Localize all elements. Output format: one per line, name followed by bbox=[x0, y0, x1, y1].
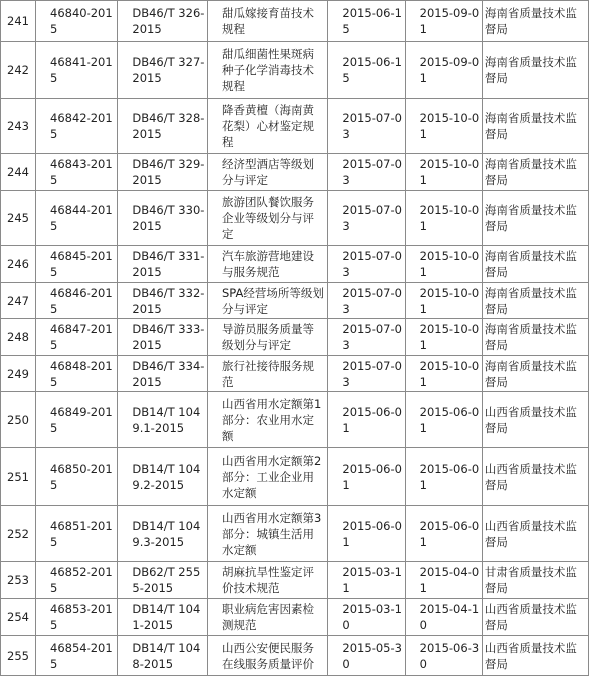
publish-date: 2015-07-03 bbox=[328, 191, 405, 246]
table-row bbox=[1, 1, 589, 42]
table-row bbox=[1, 319, 589, 356]
publish-date: 2015-07-03 bbox=[328, 99, 405, 154]
standard-code: DB46/T 329-2015 bbox=[118, 154, 208, 191]
row-index: 250 bbox=[1, 392, 36, 448]
row-index: 251 bbox=[1, 448, 36, 506]
publish-date: 2015-06-01 bbox=[328, 506, 405, 562]
standard-code: DB46/T 332-2015 bbox=[118, 283, 208, 319]
table-row bbox=[1, 283, 589, 319]
effective-date: 2015-04-01 bbox=[405, 562, 482, 599]
issuing-authority: 山西省质量技术监督局 bbox=[482, 448, 588, 506]
table-row bbox=[1, 448, 589, 506]
record-number: 46852-2015 bbox=[36, 562, 118, 599]
publish-date: 2015-03-10 bbox=[328, 599, 405, 636]
table-row bbox=[1, 392, 589, 448]
standard-code: DB46/T 331-2015 bbox=[118, 246, 208, 283]
row-index: 241 bbox=[1, 1, 36, 42]
effective-date: 2015-10-01 bbox=[405, 154, 482, 191]
row-index: 246 bbox=[1, 246, 36, 283]
row-index: 249 bbox=[1, 356, 36, 392]
standard-code: DB62/T 2555-2015 bbox=[118, 562, 208, 599]
publish-date: 2015-03-11 bbox=[328, 562, 405, 599]
standard-code: DB46/T 330-2015 bbox=[118, 191, 208, 246]
table-row bbox=[1, 356, 589, 392]
publish-date: 2015-06-15 bbox=[328, 42, 405, 99]
effective-date: 2015-10-01 bbox=[405, 99, 482, 154]
standard-code: DB46/T 328-2015 bbox=[118, 99, 208, 154]
record-number: 46848-2015 bbox=[36, 356, 118, 392]
effective-date: 2015-06-01 bbox=[405, 448, 482, 506]
effective-date: 2015-10-01 bbox=[405, 319, 482, 356]
effective-date: 2015-04-10 bbox=[405, 599, 482, 636]
standard-name: 降香黄檀（海南黄花梨）心材鉴定规程 bbox=[207, 99, 327, 154]
standard-name: 职业病危害因素检测规范 bbox=[207, 599, 327, 636]
standard-name: 山西省用水定额第2部分：工业企业用水定额 bbox=[207, 448, 327, 506]
standard-code: DB14/T 1049.3-2015 bbox=[118, 506, 208, 562]
standard-code: DB14/T 1049.2-2015 bbox=[118, 448, 208, 506]
row-index: 252 bbox=[1, 506, 36, 562]
record-number: 46853-2015 bbox=[36, 599, 118, 636]
publish-date: 2015-07-03 bbox=[328, 283, 405, 319]
table-row bbox=[1, 42, 589, 99]
record-number: 46841-2015 bbox=[36, 42, 118, 99]
row-index: 245 bbox=[1, 191, 36, 246]
standard-code: DB46/T 333-2015 bbox=[118, 319, 208, 356]
standard-code: DB14/T 1048-2015 bbox=[118, 636, 208, 676]
issuing-authority: 海南省质量技术监督局 bbox=[482, 154, 588, 191]
row-index: 254 bbox=[1, 599, 36, 636]
standard-code: DB46/T 326-2015 bbox=[118, 1, 208, 42]
table-row bbox=[1, 191, 589, 246]
standard-name: SPA经营场所等级划分与评定 bbox=[207, 283, 327, 319]
row-index: 255 bbox=[1, 636, 36, 676]
record-number: 46842-2015 bbox=[36, 99, 118, 154]
issuing-authority: 海南省质量技术监督局 bbox=[482, 99, 588, 154]
standard-name: 山西省用水定额第1部分：农业用水定额 bbox=[207, 392, 327, 448]
publish-date: 2015-06-01 bbox=[328, 392, 405, 448]
publish-date: 2015-07-03 bbox=[328, 154, 405, 191]
table-row bbox=[1, 506, 589, 562]
row-index: 243 bbox=[1, 99, 36, 154]
issuing-authority: 海南省质量技术监督局 bbox=[482, 356, 588, 392]
effective-date: 2015-09-01 bbox=[405, 42, 482, 99]
issuing-authority: 海南省质量技术监督局 bbox=[482, 191, 588, 246]
record-number: 46844-2015 bbox=[36, 191, 118, 246]
effective-date: 2015-10-01 bbox=[405, 283, 482, 319]
record-number: 46850-2015 bbox=[36, 448, 118, 506]
record-number: 46846-2015 bbox=[36, 283, 118, 319]
standard-name: 胡麻抗旱性鉴定评价技术规范 bbox=[207, 562, 327, 599]
table-row bbox=[1, 562, 589, 599]
standard-name: 汽车旅游营地建设与服务规范 bbox=[207, 246, 327, 283]
record-number: 46847-2015 bbox=[36, 319, 118, 356]
standard-code: DB14/T 1049.1-2015 bbox=[118, 392, 208, 448]
effective-date: 2015-06-30 bbox=[405, 636, 482, 676]
issuing-authority: 海南省质量技术监督局 bbox=[482, 1, 588, 42]
standard-code: DB46/T 334-2015 bbox=[118, 356, 208, 392]
standard-name: 山西公安便民服务在线服务质量评价 bbox=[207, 636, 327, 676]
record-number: 46840-2015 bbox=[36, 1, 118, 42]
standard-name: 旅游团队餐饮服务企业等级划分与评定 bbox=[207, 191, 327, 246]
table-row bbox=[1, 636, 589, 676]
standard-name: 甜瓜嫁接育苗技术规程 bbox=[207, 1, 327, 42]
publish-date: 2015-07-03 bbox=[328, 319, 405, 356]
row-index: 248 bbox=[1, 319, 36, 356]
table-row bbox=[1, 246, 589, 283]
publish-date: 2015-06-01 bbox=[328, 448, 405, 506]
standard-code: DB46/T 327-2015 bbox=[118, 42, 208, 99]
issuing-authority: 海南省质量技术监督局 bbox=[482, 246, 588, 283]
standard-name: 甜瓜细菌性果斑病种子化学消毒技术规程 bbox=[207, 42, 327, 99]
standard-name: 山西省用水定额第3部分：城镇生活用水定额 bbox=[207, 506, 327, 562]
issuing-authority: 海南省质量技术监督局 bbox=[482, 283, 588, 319]
record-number: 46843-2015 bbox=[36, 154, 118, 191]
record-number: 46851-2015 bbox=[36, 506, 118, 562]
publish-date: 2015-07-03 bbox=[328, 246, 405, 283]
standard-name: 经济型酒店等级划分与评定 bbox=[207, 154, 327, 191]
issuing-authority: 山西省质量技术监督局 bbox=[482, 506, 588, 562]
table-row bbox=[1, 154, 589, 191]
row-index: 253 bbox=[1, 562, 36, 599]
record-number: 46845-2015 bbox=[36, 246, 118, 283]
row-index: 242 bbox=[1, 42, 36, 99]
issuing-authority: 海南省质量技术监督局 bbox=[482, 42, 588, 99]
standard-code: DB14/T 1041-2015 bbox=[118, 599, 208, 636]
standard-name: 旅行社接待服务规范 bbox=[207, 356, 327, 392]
publish-date: 2015-05-30 bbox=[328, 636, 405, 676]
record-number: 46849-2015 bbox=[36, 392, 118, 448]
table-row bbox=[1, 599, 589, 636]
effective-date: 2015-10-01 bbox=[405, 356, 482, 392]
effective-date: 2015-10-01 bbox=[405, 191, 482, 246]
table-row bbox=[1, 99, 589, 154]
row-index: 244 bbox=[1, 154, 36, 191]
effective-date: 2015-09-01 bbox=[405, 1, 482, 42]
issuing-authority: 海南省质量技术监督局 bbox=[482, 319, 588, 356]
publish-date: 2015-06-15 bbox=[328, 1, 405, 42]
effective-date: 2015-10-01 bbox=[405, 246, 482, 283]
issuing-authority: 甘肃省质量技术监督局 bbox=[482, 562, 588, 599]
row-index: 247 bbox=[1, 283, 36, 319]
standard-name: 导游员服务质量等级划分与评定 bbox=[207, 319, 327, 356]
record-number: 46854-2015 bbox=[36, 636, 118, 676]
publish-date: 2015-07-03 bbox=[328, 356, 405, 392]
issuing-authority: 山西省质量技术监督局 bbox=[482, 599, 588, 636]
table-body bbox=[1, 1, 589, 676]
issuing-authority: 山西省质量技术监督局 bbox=[482, 636, 588, 676]
effective-date: 2015-06-01 bbox=[405, 506, 482, 562]
issuing-authority: 山西省质量技术监督局 bbox=[482, 392, 588, 448]
effective-date: 2015-06-01 bbox=[405, 392, 482, 448]
